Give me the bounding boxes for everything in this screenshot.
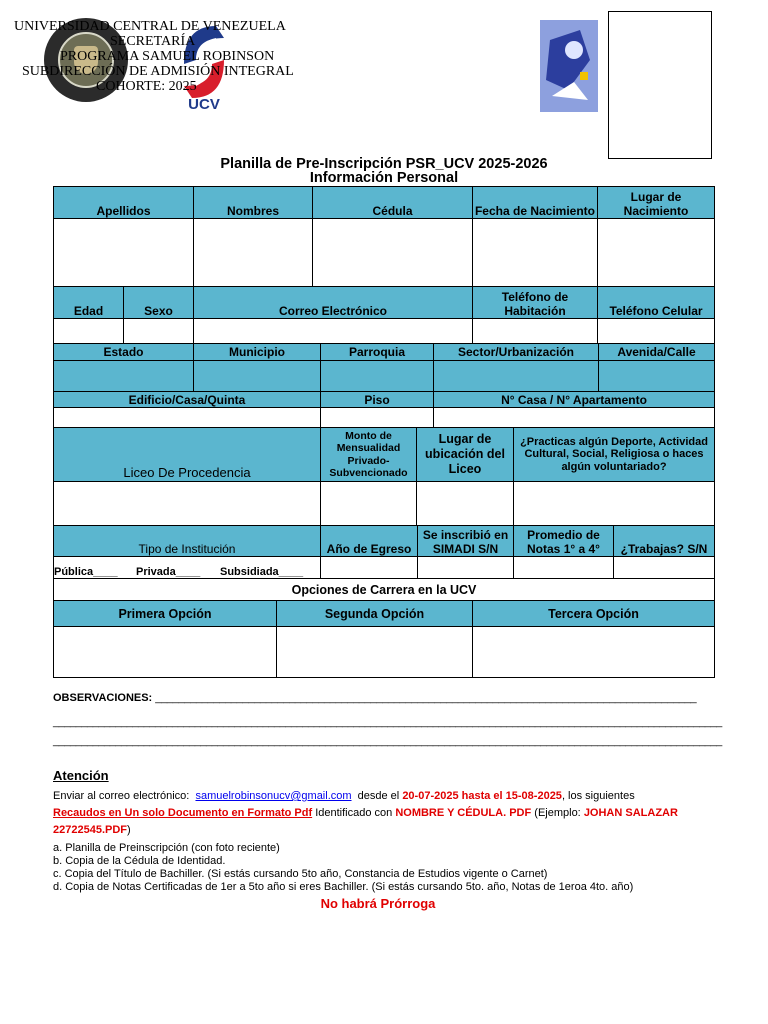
input-simadi[interactable] bbox=[418, 557, 514, 579]
input-telefono-habitacion[interactable] bbox=[473, 319, 598, 344]
input-parroquia[interactable] bbox=[321, 361, 434, 392]
input-sexo[interactable] bbox=[124, 319, 194, 344]
header-lugar-nacimiento: Lugar de Nacimiento bbox=[598, 187, 714, 219]
attention-identified-text: Identificado con bbox=[315, 807, 393, 819]
header-sexo: Sexo bbox=[124, 287, 194, 319]
input-monto-mensualidad[interactable] bbox=[321, 482, 417, 526]
observations-line-2[interactable]: ______________________________________________________________________________________________________________________ bbox=[53, 716, 722, 728]
form-subtitle: Información Personal bbox=[309, 170, 459, 186]
header-tercera-opcion: Tercera Opción bbox=[473, 601, 714, 627]
header-sector: Sector/Urbanización bbox=[434, 344, 599, 361]
observations-line-3[interactable]: ______________________________________________________________________________________________________________________ bbox=[53, 735, 722, 747]
option-privada[interactable]: Privada____ bbox=[136, 566, 201, 578]
input-trabajas[interactable] bbox=[614, 557, 714, 579]
header-numero-casa: N° Casa / N° Apartamento bbox=[434, 392, 714, 408]
header-edificio: Edificio/Casa/Quinta bbox=[54, 392, 321, 408]
program-logo bbox=[540, 20, 598, 112]
input-nombres[interactable] bbox=[194, 219, 313, 287]
input-estado[interactable] bbox=[54, 361, 194, 392]
header-primera-opcion: Primera Opción bbox=[54, 601, 277, 627]
attention-line-3 bbox=[53, 824, 131, 837]
input-municipio[interactable] bbox=[194, 361, 321, 392]
requirement-item-c: c. Copia del Título de Bachiller. (Si estás cursando 5to año, Constancia de Estudios vigente o Carnet) bbox=[53, 868, 548, 880]
ucv-logo-text: UCV bbox=[188, 96, 220, 110]
header-simadi: Se inscribió en SIMADI S/N bbox=[418, 526, 514, 557]
attention-following-text: , los siguientes bbox=[561, 790, 635, 802]
header-edad: Edad bbox=[54, 287, 124, 319]
option-subsidiada[interactable]: Subsidiada____ bbox=[220, 566, 304, 578]
input-cedula[interactable] bbox=[313, 219, 473, 287]
header-fecha-nacimiento: Fecha de Nacimiento bbox=[473, 187, 598, 219]
header-monto-mensualidad: Monto de Mensualidad Privado-Subvencionado bbox=[321, 428, 417, 482]
attention-example-text: (Ejemplo: bbox=[534, 807, 581, 819]
header-anio-egreso: Año de Egreso bbox=[321, 526, 418, 557]
attention-close-paren: ) bbox=[127, 824, 131, 836]
header-deporte: ¿Practicas algún Deporte, Actividad Cultural, Social, Religiosa o haces algún voluntariado? bbox=[514, 428, 714, 482]
input-edificio[interactable] bbox=[54, 408, 321, 428]
header-avenida: Avenida/Calle bbox=[599, 344, 714, 361]
input-avenida[interactable] bbox=[599, 361, 714, 392]
registration-table bbox=[53, 186, 715, 678]
header-parroquia: Parroquia bbox=[321, 344, 434, 361]
input-numero-casa[interactable] bbox=[434, 408, 714, 428]
attention-line-1 bbox=[53, 790, 635, 803]
header-segunda-opcion: Segunda Opción bbox=[277, 601, 473, 627]
attention-line-2 bbox=[53, 807, 678, 820]
attention-name-id-pdf: NOMBRE Y CÉDULA. PDF bbox=[395, 807, 532, 819]
header-ubicacion-liceo: Lugar de ubicación del Liceo bbox=[417, 428, 514, 482]
requirement-item-d: d. Copia de Notas Certificadas de 1er a 5to año si eres Bachiller. (Si estás cursando 5to. año, Notas de 1eroa 4to. año) bbox=[53, 881, 634, 893]
observations-line-1[interactable]: _____________________________________________________________________________________________ bbox=[155, 692, 697, 704]
header-tipo-institucion: Tipo de Institución bbox=[54, 526, 321, 557]
observations-label bbox=[53, 692, 696, 704]
header-trabajas: ¿Trabajas? S/N bbox=[614, 526, 714, 557]
form-title: Planilla de Pre-Inscripción PSR_UCV 2025-2026 bbox=[220, 156, 548, 172]
input-tercera-opcion[interactable] bbox=[473, 627, 714, 677]
header-program: PROGRAMA SAMUEL ROBINSON bbox=[60, 49, 275, 64]
input-liceo[interactable] bbox=[54, 482, 321, 526]
input-piso[interactable] bbox=[321, 408, 434, 428]
attention-single-document: Recaudos en Un solo Documento en Formato Pdf bbox=[53, 807, 313, 819]
header-promedio: Promedio de Notas 1° a 4° bbox=[514, 526, 614, 557]
header-telefono-celular: Teléfono Celular bbox=[598, 287, 714, 319]
header-municipio: Municipio bbox=[194, 344, 321, 361]
attention-example-file: 22722545.PDF bbox=[53, 824, 127, 836]
careers-title: Opciones de Carrera en la UCV bbox=[54, 579, 714, 601]
input-fecha-nacimiento[interactable] bbox=[473, 219, 598, 287]
header-telefono-habitacion: Teléfono de Habitación bbox=[473, 287, 598, 319]
attention-heading: Atención bbox=[53, 768, 109, 783]
option-publica[interactable]: Pública____ bbox=[54, 566, 118, 578]
header-apellidos: Apellidos bbox=[54, 187, 194, 219]
observations-label-text: OBSERVACIONES: bbox=[53, 692, 153, 704]
header-university: UNIVERSIDAD CENTRAL DE VENEZUELA bbox=[14, 19, 286, 34]
header-estado: Estado bbox=[54, 344, 194, 361]
input-telefono-celular[interactable] bbox=[598, 319, 714, 344]
header-correo: Correo Electrónico bbox=[194, 287, 473, 319]
attention-from-text: desde el bbox=[357, 790, 400, 802]
header-cohort: COHORTE: 2025 bbox=[96, 79, 197, 94]
header-nombres: Nombres bbox=[194, 187, 313, 219]
attention-send-text: Enviar al correo electrónico: bbox=[53, 790, 190, 802]
input-sector[interactable] bbox=[434, 361, 599, 392]
input-segunda-opcion[interactable] bbox=[277, 627, 473, 677]
input-promedio[interactable] bbox=[514, 557, 614, 579]
input-anio-egreso[interactable] bbox=[321, 557, 418, 579]
attention-example-name: JOHAN SALAZAR bbox=[583, 807, 678, 819]
requirement-item-b: b. Copia de la Cédula de Identidad. bbox=[53, 855, 226, 867]
input-deporte[interactable] bbox=[514, 482, 714, 526]
header-liceo: Liceo De Procedencia bbox=[54, 428, 321, 482]
photo-box bbox=[608, 11, 712, 159]
input-apellidos[interactable] bbox=[54, 219, 194, 287]
no-extension-notice: No habrá Prórroga bbox=[320, 896, 436, 911]
header-piso: Piso bbox=[321, 392, 434, 408]
input-edad[interactable] bbox=[54, 319, 124, 344]
input-ubicacion-liceo[interactable] bbox=[417, 482, 514, 526]
contact-email-link[interactable]: samuelrobinsonucv@gmail.com bbox=[195, 790, 352, 802]
header-cedula: Cédula bbox=[313, 187, 473, 219]
attention-dates: 20-07-2025 hasta el 15-08-2025 bbox=[402, 790, 562, 802]
requirement-item-a: a. Planilla de Preinscripción (con foto reciente) bbox=[53, 842, 280, 854]
header-subdirection: SUBDIRECCIÓN DE ADMISIÓN INTEGRAL bbox=[22, 64, 294, 79]
header-secretaria: SECRETARÍA bbox=[110, 34, 196, 49]
input-correo[interactable] bbox=[194, 319, 473, 344]
input-primera-opcion[interactable] bbox=[54, 627, 277, 677]
input-lugar-nacimiento[interactable] bbox=[598, 219, 714, 287]
